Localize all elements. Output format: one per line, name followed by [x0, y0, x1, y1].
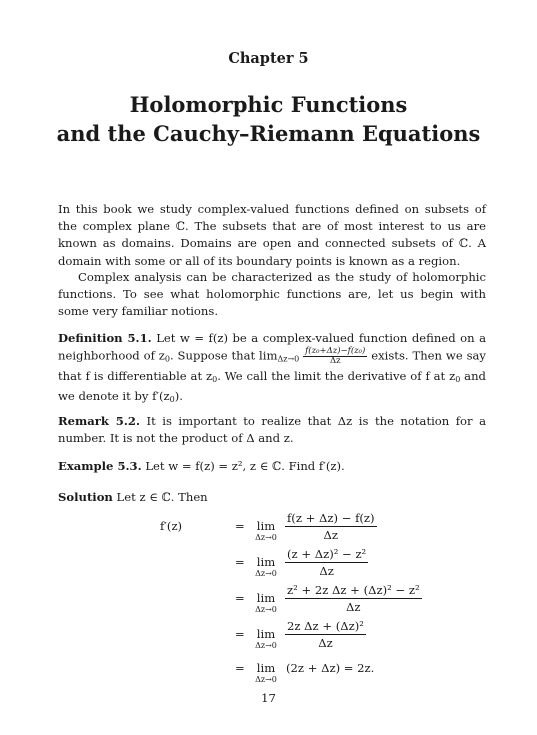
- definition-text-e: and we denote it by f′(z: [58, 368, 486, 404]
- lim-word: lim: [256, 519, 276, 533]
- definition-text-c: exists. Then we say that f is differentiable at z: [58, 348, 486, 383]
- final-result: (2z + Δz) = 2z.: [286, 661, 375, 675]
- remark-label: Remark 5.2.: [58, 414, 140, 428]
- remark-5-2: [58, 413, 486, 447]
- limit-operator: [250, 519, 282, 542]
- solution-text: Let z ∈ ℂ. Then: [112, 490, 208, 504]
- solution: [58, 489, 486, 506]
- limit-operator: [250, 591, 282, 614]
- step-num: z² + 2z Δz + (Δz)² − z²: [287, 583, 420, 597]
- lim-under: Δz→0: [255, 533, 277, 542]
- derivation-row-2: [140, 547, 500, 583]
- lim-under: Δz→0: [255, 605, 277, 614]
- step-fraction: [285, 583, 422, 614]
- step-num: f(z + Δz) − f(z): [287, 511, 375, 525]
- derivation-row-4: [140, 619, 500, 655]
- equals-sign: =: [235, 519, 245, 533]
- example-text: Let w = f(z) = z², z ∈ ℂ. Find f′(z).: [141, 459, 345, 473]
- lim-word: lim: [256, 661, 276, 675]
- step-num: 2z Δz + (Δz)²: [287, 619, 364, 633]
- equals-sign: =: [235, 627, 245, 641]
- lim-under: Δz→0: [255, 569, 277, 578]
- definition-5-1: [58, 330, 486, 408]
- derivation-row-5: [140, 653, 500, 689]
- equals-sign: =: [235, 661, 245, 675]
- limit-operator: [250, 627, 282, 650]
- definition-text-d: . We call the limit the derivative of f at z: [217, 368, 456, 383]
- remark-text: It is important to realize that Δz is the notation for a number. It is not the product of Δ and z.: [58, 414, 486, 446]
- chapter-label: Chapter 5: [228, 50, 309, 67]
- step-fraction: [285, 619, 366, 650]
- example-5-3: [58, 458, 486, 475]
- derivative-lhs: f′(z): [160, 519, 183, 533]
- step-den: Δz: [319, 564, 334, 578]
- definition-sub-c: 0: [212, 374, 218, 384]
- step-fraction: [285, 511, 377, 542]
- lim-word: lim: [256, 555, 276, 569]
- equals-sign: =: [235, 555, 245, 569]
- derivation-row-1: [140, 511, 500, 547]
- example-label: Example 5.3.: [58, 459, 142, 473]
- definition-text-f: ).: [174, 389, 183, 404]
- intro-paragraph: In this book we study complex-valued functions defined on subsets of the complex plane ℂ. The subsets that are of most interest to us are known as domains. Domains are open and connected subsets of ℂ. A domain with some or all of its boundary points is known as a region.: [58, 202, 486, 268]
- step-den: Δz: [318, 636, 333, 650]
- limit-operator: [250, 555, 282, 578]
- definition-sub-e: 0: [169, 395, 175, 405]
- step-fraction: [285, 547, 368, 578]
- definition-text-b: . Suppose that lim: [169, 348, 278, 363]
- difference-quotient-den: Δz: [329, 356, 341, 367]
- definition-text-a: Let w = f(z) be a complex-valued function defined on a neighborhood of z: [58, 331, 487, 363]
- definition-label: Definition 5.1.: [58, 331, 152, 345]
- chapter-title-line-1: Holomorphic Functions: [129, 92, 408, 117]
- solution-label: Solution: [58, 490, 113, 504]
- lim-under: Δz→0: [255, 641, 277, 650]
- limit-operator: [250, 661, 282, 684]
- definition-sub-d: 0: [455, 374, 461, 384]
- definition-sub-a: 0: [164, 354, 170, 364]
- difference-quotient-num: f(z₀+Δz)−f(z₀): [305, 346, 366, 357]
- chapter-title: [0, 90, 537, 148]
- step-den: Δz: [323, 528, 339, 542]
- lim-under: Δz→0: [255, 675, 277, 684]
- chapter-title-line-2: and the Cauchy–Riemann Equations: [56, 121, 481, 146]
- lim-word: lim: [256, 591, 276, 605]
- definition-lim-sub: Δz→0: [277, 354, 300, 364]
- page-number: 17: [261, 691, 276, 705]
- step-den: Δz: [346, 600, 361, 614]
- derivation-row-3: [140, 583, 500, 619]
- equals-sign: =: [235, 591, 245, 605]
- step-num: (z + Δz)² − z²: [287, 547, 367, 561]
- difference-quotient: [303, 347, 367, 366]
- lim-word: lim: [256, 627, 276, 641]
- second-paragraph: Complex analysis can be characterized as the study of holomorphic functions. To see what holomorphic functions are, let us begin with some very familiar notions.: [58, 270, 486, 319]
